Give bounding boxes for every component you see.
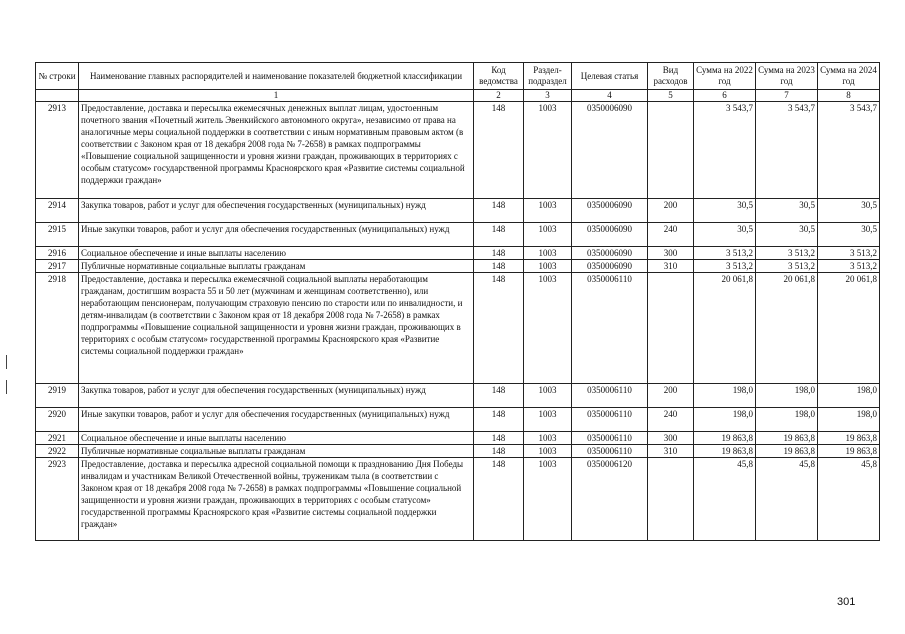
row-sum-2023: 19 863,8 (756, 432, 818, 445)
row-sum-2023: 3 543,7 (756, 102, 818, 199)
row-expense: 200 (648, 199, 694, 223)
row-sum-2023: 3 513,2 (756, 260, 818, 273)
row-code: 148 (474, 273, 524, 384)
row-code: 148 (474, 445, 524, 458)
row-code: 148 (474, 384, 524, 408)
row-sum-2023: 3 513,2 (756, 247, 818, 260)
row-sum-2022: 198,0 (694, 384, 756, 408)
row-sum-2024: 19 863,8 (818, 445, 880, 458)
row-sum-2022: 30,5 (694, 199, 756, 223)
header-row (36, 63, 880, 90)
row-target: 0350006110 (572, 432, 648, 445)
table-row (36, 199, 880, 223)
row-name: Предоставление, доставка и пересылка ежемесячной социальной выплаты неработающим гражданам, достигшим возраста 55 и 50 лет (мужчинам и женщинам соответственно), или неработающим пенсионерам, получающим страховую пенсию по старости или по инвалидности, и детям-инвалидам (в соответствии с Законом края от 18 декабря 2008 года № 7-2658) в рамках подпрограммы «Повышение социальной защищенности и уровня жизни граждан, проживающих в территориях с особым статусом» государственной программы Красноярского края «Развитие системы социальной поддержки граждан» (79, 273, 474, 384)
row-name: Предоставление, доставка и пересылка ежемесячных денежных выплат лицам, удостоенным почетного звания «Почетный житель Эвенкийского автономного округа», независимо от права на аналогичные меры социальной поддержки в соответствии с иным нормативным правовым актом (в соответствии с Законом края от 18 декабря 2008 года № 7-2658) в рамках подпрограммы «Повышение социальной защищенности и уровня жизни граждан, проживающих в территориях с особым статусом» государственной программы Красноярского края «Развитие системы социальной поддержки граждан» (79, 102, 474, 199)
row-sum-2024: 30,5 (818, 199, 880, 223)
row-section: 1003 (524, 445, 572, 458)
row-expense: 240 (648, 408, 694, 432)
index-row (36, 90, 880, 102)
row-sum-2022: 30,5 (694, 223, 756, 247)
row-code: 148 (474, 247, 524, 260)
row-expense (648, 102, 694, 199)
row-sum-2022: 3 513,2 (694, 260, 756, 273)
row-sum-2022: 19 863,8 (694, 445, 756, 458)
row-target: 0350006120 (572, 458, 648, 541)
index-cell: 1 (79, 90, 474, 102)
row-name: Публичные нормативные социальные выплаты гражданам (79, 260, 474, 273)
row-number: 2918 (36, 273, 79, 384)
row-name: Иные закупки товаров, работ и услуг для обеспечения государственных (муниципальных) нужд (79, 408, 474, 432)
row-sum-2022: 3 513,2 (694, 247, 756, 260)
margin-mark (6, 355, 7, 369)
row-expense: 300 (648, 432, 694, 445)
header-2022: Сумма на 2022 год (694, 63, 756, 90)
row-sum-2023: 198,0 (756, 384, 818, 408)
margin-mark (6, 380, 7, 394)
row-section: 1003 (524, 273, 572, 384)
row-target: 0350006110 (572, 445, 648, 458)
row-name: Публичные нормативные социальные выплаты гражданам (79, 445, 474, 458)
row-sum-2024: 30,5 (818, 223, 880, 247)
row-sum-2023: 45,8 (756, 458, 818, 541)
row-expense: 310 (648, 445, 694, 458)
row-section: 1003 (524, 260, 572, 273)
row-section: 1003 (524, 247, 572, 260)
row-expense: 240 (648, 223, 694, 247)
row-code: 148 (474, 432, 524, 445)
row-sum-2022: 45,8 (694, 458, 756, 541)
table-row (36, 260, 880, 273)
header-2023: Сумма на 2023 год (756, 63, 818, 90)
table-row (36, 445, 880, 458)
row-section: 1003 (524, 223, 572, 247)
row-name: Закупка товаров, работ и услуг для обеспечения государственных (муниципальных) нужд (79, 384, 474, 408)
row-section: 1003 (524, 458, 572, 541)
row-number: 2921 (36, 432, 79, 445)
row-expense (648, 273, 694, 384)
row-sum-2023: 20 061,8 (756, 273, 818, 384)
row-sum-2022: 198,0 (694, 408, 756, 432)
header-section: Раздел-подраздел (524, 63, 572, 90)
row-sum-2023: 19 863,8 (756, 445, 818, 458)
index-cell: 3 (524, 90, 572, 102)
row-target: 0350006090 (572, 199, 648, 223)
row-expense: 310 (648, 260, 694, 273)
table-row (36, 432, 880, 445)
page-number: 301 (837, 596, 856, 608)
row-sum-2023: 30,5 (756, 199, 818, 223)
row-sum-2024: 3 513,2 (818, 247, 880, 260)
index-cell: 4 (572, 90, 648, 102)
row-sum-2024: 20 061,8 (818, 273, 880, 384)
row-number: 2922 (36, 445, 79, 458)
row-sum-2022: 3 543,7 (694, 102, 756, 199)
row-sum-2023: 198,0 (756, 408, 818, 432)
row-expense: 300 (648, 247, 694, 260)
row-name: Социальное обеспечение и иные выплаты населению (79, 247, 474, 260)
table-row (36, 273, 880, 384)
row-name: Предоставление, доставка и пересылка адресной социальной помощи к празднованию Дня Победы инвалидам и участникам Великой Отечественной войны, труженикам тыла (в соответствии с Законом края от 18 декабря 2008 года № 7-2658) в рамках подпрограммы «Повышение социальной защищенности и уровня жизни граждан, проживающих в территориях с особым статусом» государственной программы Красноярского края «Развитие системы социальной поддержки граждан» (79, 458, 474, 541)
table-row (36, 223, 880, 247)
table-row (36, 102, 880, 199)
row-sum-2023: 30,5 (756, 223, 818, 247)
index-cell: 5 (648, 90, 694, 102)
row-code: 148 (474, 260, 524, 273)
header-row-no: № строки (36, 63, 79, 90)
row-number: 2917 (36, 260, 79, 273)
row-expense: 200 (648, 384, 694, 408)
row-target: 0350006090 (572, 102, 648, 199)
index-cell: 6 (694, 90, 756, 102)
row-sum-2024: 3 543,7 (818, 102, 880, 199)
index-cell: 7 (756, 90, 818, 102)
row-name: Иные закупки товаров, работ и услуг для обеспечения государственных (муниципальных) нужд (79, 223, 474, 247)
row-name: Социальное обеспечение и иные выплаты населению (79, 432, 474, 445)
row-sum-2024: 3 513,2 (818, 260, 880, 273)
index-cell (36, 90, 79, 102)
row-sum-2022: 19 863,8 (694, 432, 756, 445)
row-target: 0350006110 (572, 273, 648, 384)
row-section: 1003 (524, 432, 572, 445)
row-section: 1003 (524, 199, 572, 223)
table-row (36, 247, 880, 260)
row-target: 0350006110 (572, 408, 648, 432)
row-target: 0350006090 (572, 223, 648, 247)
table-row (36, 384, 880, 408)
row-name: Закупка товаров, работ и услуг для обеспечения государственных (муниципальных) нужд (79, 199, 474, 223)
row-number: 2920 (36, 408, 79, 432)
row-sum-2024: 198,0 (818, 408, 880, 432)
row-number: 2919 (36, 384, 79, 408)
row-sum-2022: 20 061,8 (694, 273, 756, 384)
row-code: 148 (474, 199, 524, 223)
row-sum-2024: 198,0 (818, 384, 880, 408)
row-target: 0350006090 (572, 260, 648, 273)
header-2024: Сумма на 2024 год (818, 63, 880, 90)
row-sum-2024: 19 863,8 (818, 432, 880, 445)
header-name: Наименование главных распорядителей и наименование показателей бюджетной классификации (79, 63, 474, 90)
row-number: 2916 (36, 247, 79, 260)
row-code: 148 (474, 408, 524, 432)
row-number: 2915 (36, 223, 79, 247)
index-cell: 8 (818, 90, 880, 102)
table-row (36, 458, 880, 541)
row-code: 148 (474, 102, 524, 199)
budget-table (35, 62, 880, 541)
row-expense (648, 458, 694, 541)
row-section: 1003 (524, 384, 572, 408)
row-number: 2923 (36, 458, 79, 541)
row-code: 148 (474, 458, 524, 541)
row-code: 148 (474, 223, 524, 247)
row-number: 2913 (36, 102, 79, 199)
table-body (36, 102, 880, 541)
row-section: 1003 (524, 408, 572, 432)
row-section: 1003 (524, 102, 572, 199)
row-target: 0350006110 (572, 384, 648, 408)
row-target: 0350006090 (572, 247, 648, 260)
row-number: 2914 (36, 199, 79, 223)
header-expense: Вид расходов (648, 63, 694, 90)
row-sum-2024: 45,8 (818, 458, 880, 541)
header-code: Код ведомства (474, 63, 524, 90)
index-cell: 2 (474, 90, 524, 102)
header-target: Целевая статья (572, 63, 648, 90)
table-row (36, 408, 880, 432)
